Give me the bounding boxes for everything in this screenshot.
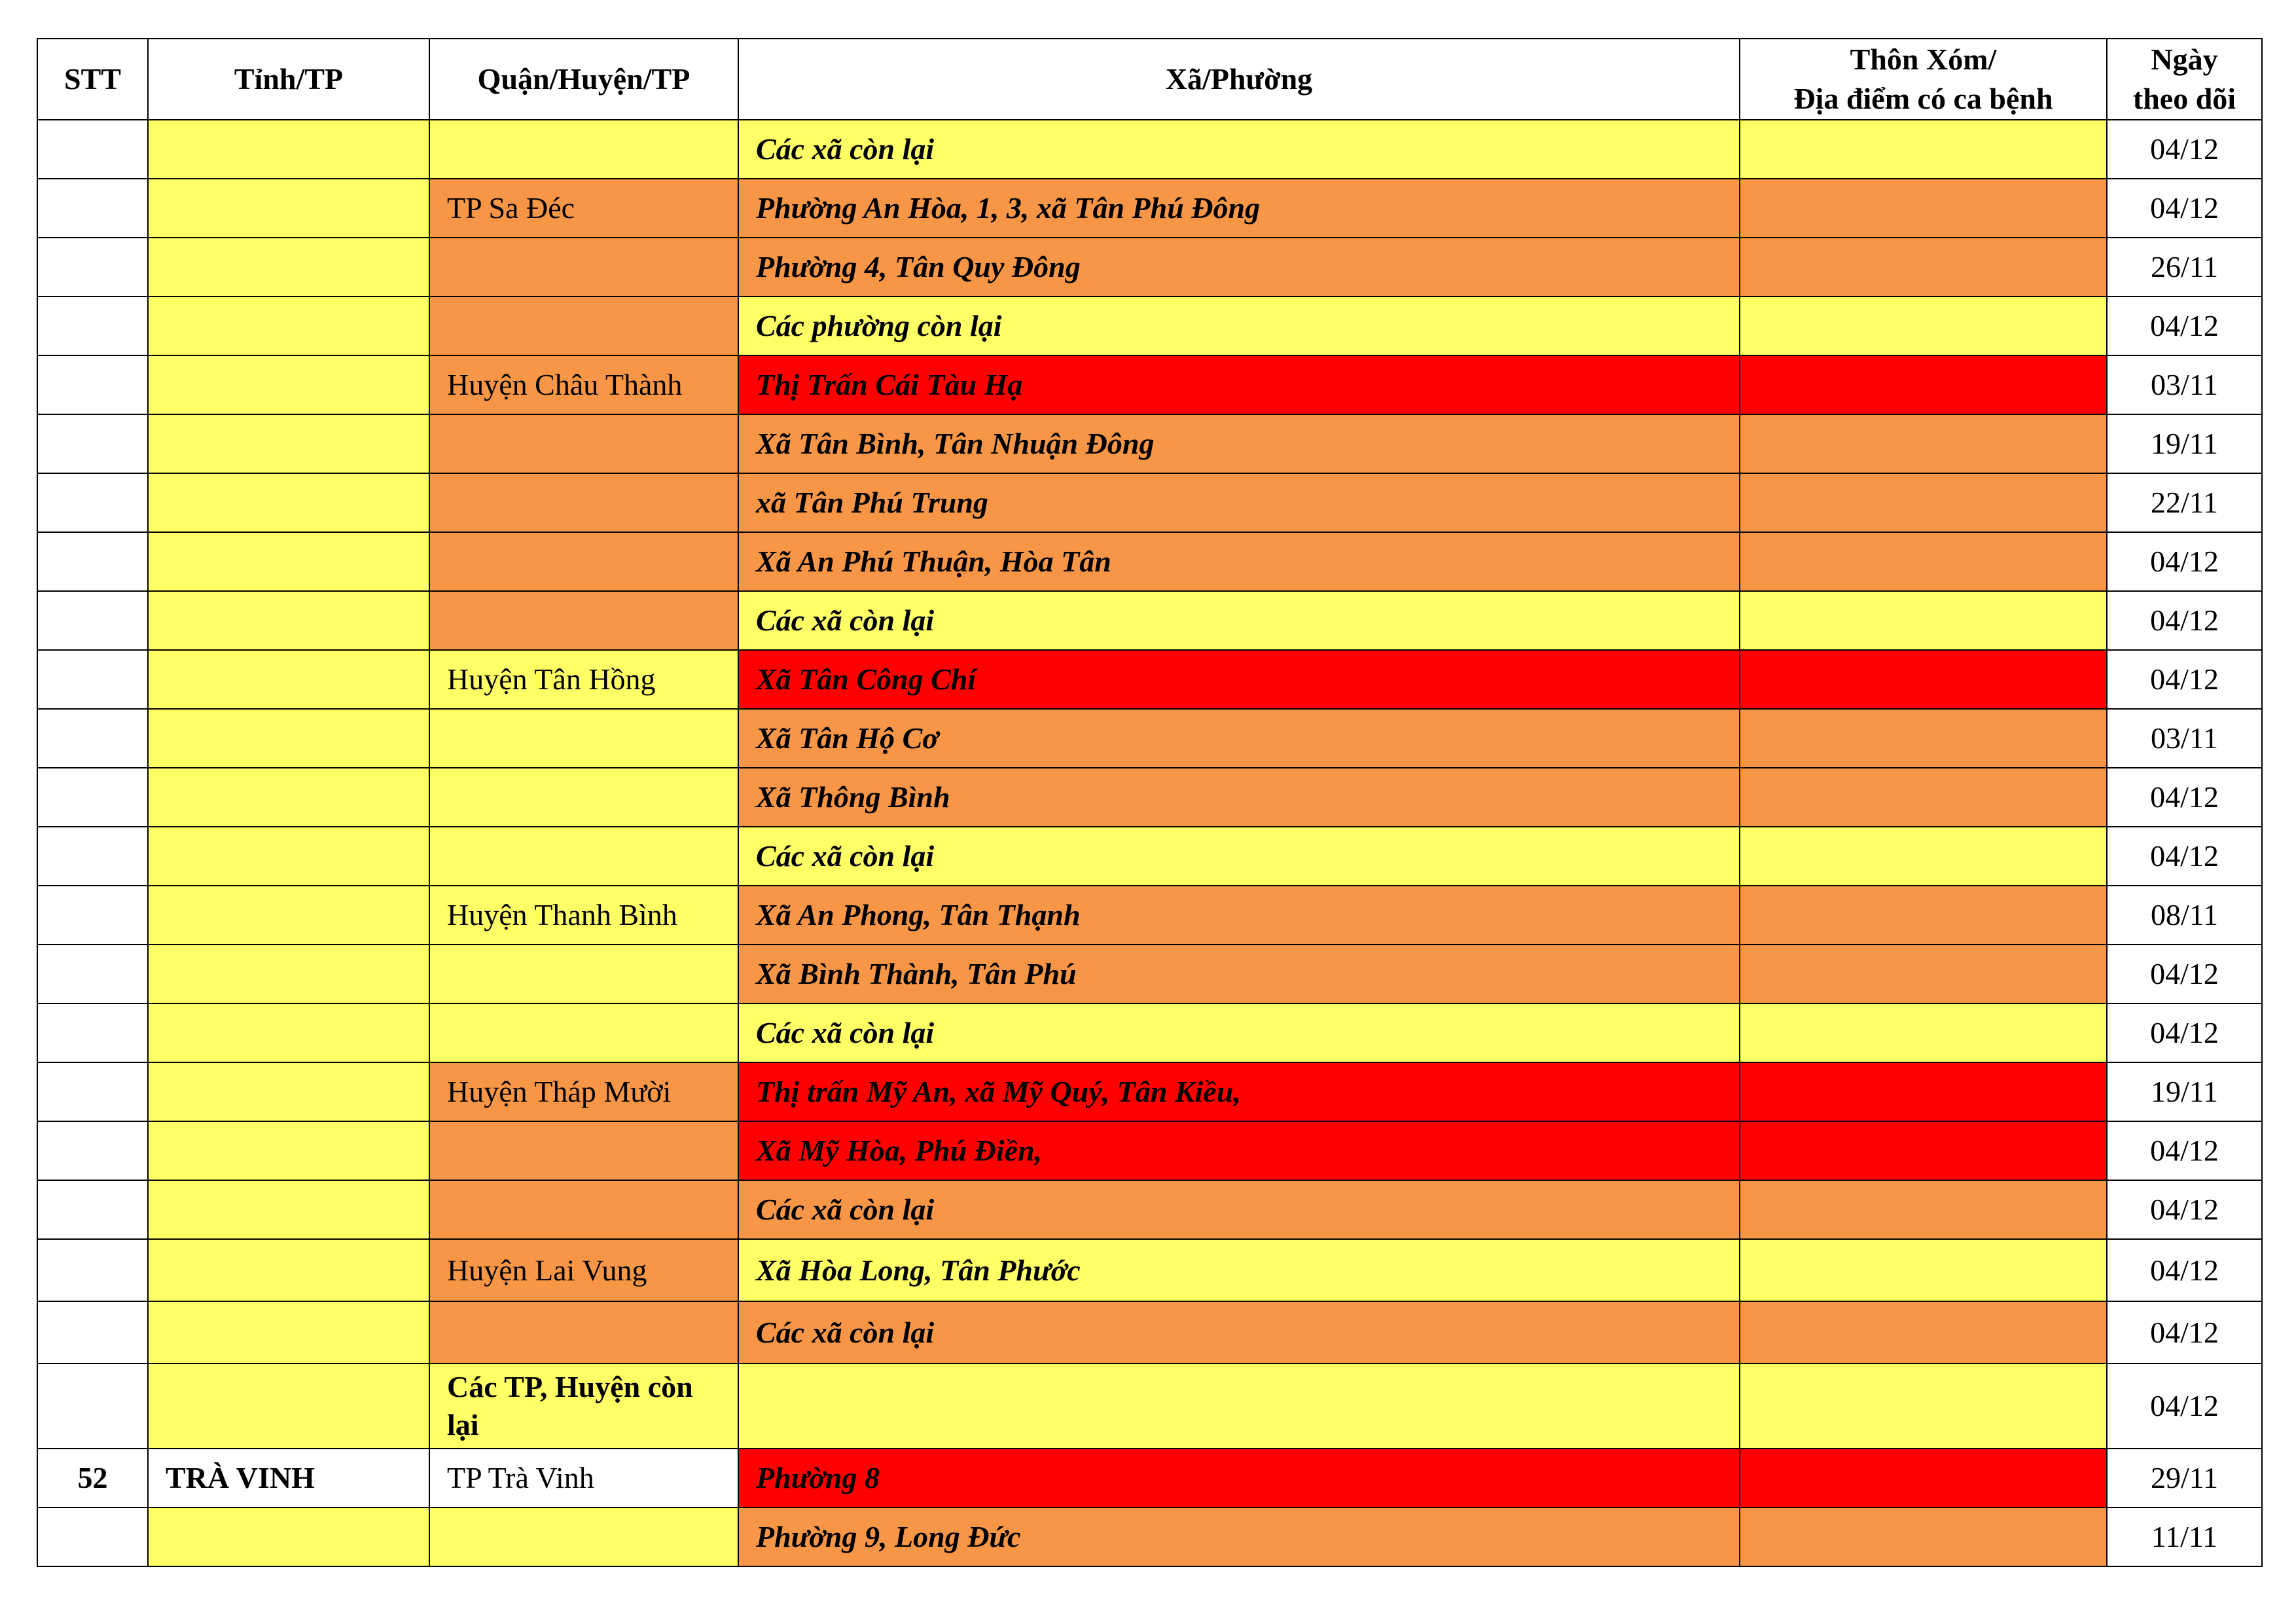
header-date xyxy=(2107,39,2262,120)
cell-hamlet xyxy=(1740,591,2107,650)
cell-date: 22/11 xyxy=(2107,473,2262,532)
cell-district xyxy=(429,1180,738,1239)
table-row xyxy=(37,414,2262,473)
cell-district xyxy=(429,1301,738,1363)
cell-district: Huyện Châu Thành xyxy=(429,355,738,414)
cell-province xyxy=(148,1507,429,1566)
cell-district: Huyện Lai Vung xyxy=(429,1239,738,1301)
cell-hamlet xyxy=(1740,297,2107,355)
header-date-line2: theo dõi xyxy=(2132,82,2236,115)
cell-hamlet xyxy=(1740,473,2107,532)
table-row xyxy=(37,297,2262,355)
cell-province xyxy=(148,1003,429,1062)
cell-date: 26/11 xyxy=(2107,238,2262,297)
table-row xyxy=(37,650,2262,709)
cell-stt xyxy=(37,650,148,709)
cell-stt xyxy=(37,238,148,297)
cell-date: 19/11 xyxy=(2107,1062,2262,1121)
cell-date: 04/12 xyxy=(2107,1121,2262,1180)
cell-province xyxy=(148,827,429,886)
cell-stt xyxy=(37,709,148,768)
cell-stt xyxy=(37,120,148,179)
cell-stt xyxy=(37,1180,148,1239)
cell-ward: Thị Trấn Cái Tàu Hạ xyxy=(738,355,1740,414)
cell-hamlet xyxy=(1740,709,2107,768)
cell-district: TP Sa Đéc xyxy=(429,179,738,238)
cell-hamlet xyxy=(1740,768,2107,827)
cell-date: 11/11 xyxy=(2107,1507,2262,1566)
cell-province xyxy=(148,1121,429,1180)
table-row xyxy=(37,1003,2262,1062)
cell-district xyxy=(429,297,738,355)
cell-province xyxy=(148,945,429,1003)
header-ward: Xã/Phường xyxy=(738,39,1740,120)
cell-district xyxy=(429,1507,738,1566)
cell-date: 29/11 xyxy=(2107,1449,2262,1507)
table-row xyxy=(37,827,2262,886)
cell-stt xyxy=(37,1062,148,1121)
cell-province xyxy=(148,179,429,238)
cell-hamlet xyxy=(1740,1363,2107,1449)
cell-stt xyxy=(37,473,148,532)
header-stt: STT xyxy=(37,39,148,120)
table-row xyxy=(37,591,2262,650)
cell-date: 04/12 xyxy=(2107,1301,2262,1363)
cell-date: 04/12 xyxy=(2107,1180,2262,1239)
cell-date: 04/12 xyxy=(2107,179,2262,238)
table-row xyxy=(37,886,2262,945)
cell-district xyxy=(429,768,738,827)
cell-province xyxy=(148,1301,429,1363)
header-date-line1: Ngày xyxy=(2151,43,2218,76)
cell-date: 03/11 xyxy=(2107,355,2262,414)
cell-ward: Phường 8 xyxy=(738,1449,1740,1507)
cell-hamlet xyxy=(1740,414,2107,473)
cell-stt xyxy=(37,414,148,473)
cell-district xyxy=(429,532,738,591)
cell-hamlet xyxy=(1740,1121,2107,1180)
header-hamlet xyxy=(1740,39,2107,120)
cell-province xyxy=(148,591,429,650)
cell-ward: Các xã còn lại xyxy=(738,120,1740,179)
cell-province xyxy=(148,120,429,179)
cell-province xyxy=(148,1062,429,1121)
cell-ward: Xã An Phong, Tân Thạnh xyxy=(738,886,1740,945)
cell-date: 04/12 xyxy=(2107,827,2262,886)
header-district: Quận/Huyện/TP xyxy=(429,39,738,120)
table-row xyxy=(37,238,2262,297)
cell-stt xyxy=(37,179,148,238)
table-row xyxy=(37,473,2262,532)
cell-ward: Các xã còn lại xyxy=(738,1301,1740,1363)
outbreak-table xyxy=(37,38,2263,1567)
table-row xyxy=(37,179,2262,238)
cell-ward: Xã Bình Thành, Tân Phú xyxy=(738,945,1740,1003)
cell-district xyxy=(429,945,738,1003)
cell-date: 04/12 xyxy=(2107,1239,2262,1301)
cell-stt xyxy=(37,297,148,355)
cell-date: 04/12 xyxy=(2107,1003,2262,1062)
cell-hamlet xyxy=(1740,1239,2107,1301)
header-row xyxy=(37,39,2262,120)
cell-hamlet xyxy=(1740,1180,2107,1239)
cell-province xyxy=(148,414,429,473)
cell-stt xyxy=(37,355,148,414)
cell-date: 08/11 xyxy=(2107,886,2262,945)
cell-district: TP Trà Vinh xyxy=(429,1449,738,1507)
cell-ward: xã Tân Phú Trung xyxy=(738,473,1740,532)
cell-hamlet xyxy=(1740,238,2107,297)
cell-stt xyxy=(37,768,148,827)
cell-date: 04/12 xyxy=(2107,120,2262,179)
cell-date: 04/12 xyxy=(2107,768,2262,827)
cell-hamlet xyxy=(1740,355,2107,414)
cell-province xyxy=(148,886,429,945)
cell-stt xyxy=(37,1507,148,1566)
cell-stt xyxy=(37,532,148,591)
table-row xyxy=(37,1180,2262,1239)
cell-district xyxy=(429,591,738,650)
cell-stt xyxy=(37,591,148,650)
cell-province xyxy=(148,532,429,591)
cell-ward: Các xã còn lại xyxy=(738,827,1740,886)
header-hamlet-line2: Địa điểm có ca bệnh xyxy=(1793,82,2053,115)
cell-district xyxy=(429,1121,738,1180)
cell-province xyxy=(148,650,429,709)
table-row xyxy=(37,532,2262,591)
cell-ward: Xã An Phú Thuận, Hòa Tân xyxy=(738,532,1740,591)
cell-ward: Phường An Hòa, 1, 3, xã Tân Phú Đông xyxy=(738,179,1740,238)
table-row xyxy=(37,768,2262,827)
cell-ward: Phường 9, Long Đức xyxy=(738,1507,1740,1566)
cell-province xyxy=(148,238,429,297)
cell-ward: Xã Tân Hộ Cơ xyxy=(738,709,1740,768)
cell-district xyxy=(429,1003,738,1062)
cell-district xyxy=(429,238,738,297)
cell-ward: Các phường còn lại xyxy=(738,297,1740,355)
cell-province xyxy=(148,473,429,532)
table-row xyxy=(37,709,2262,768)
cell-district: Huyện Tháp Mười xyxy=(429,1062,738,1121)
cell-hamlet xyxy=(1740,179,2107,238)
cell-ward xyxy=(738,1363,1740,1449)
cell-date: 04/12 xyxy=(2107,591,2262,650)
header-hamlet-line1: Thôn Xóm/ xyxy=(1850,43,1997,76)
table-row xyxy=(37,1239,2262,1301)
cell-stt xyxy=(37,827,148,886)
cell-province xyxy=(148,709,429,768)
cell-district: Huyện Thanh Bình xyxy=(429,886,738,945)
cell-stt xyxy=(37,886,148,945)
cell-hamlet xyxy=(1740,532,2107,591)
cell-hamlet xyxy=(1740,1449,2107,1507)
cell-date: 04/12 xyxy=(2107,297,2262,355)
cell-date: 19/11 xyxy=(2107,414,2262,473)
table-row xyxy=(37,355,2262,414)
cell-province xyxy=(148,355,429,414)
cell-ward: Thị trấn Mỹ An, xã Mỹ Quý, Tân Kiều, xyxy=(738,1062,1740,1121)
cell-ward: Xã Mỹ Hòa, Phú Điền, xyxy=(738,1121,1740,1180)
cell-hamlet xyxy=(1740,1003,2107,1062)
cell-stt xyxy=(37,945,148,1003)
cell-hamlet xyxy=(1740,827,2107,886)
cell-stt xyxy=(37,1239,148,1301)
table-row xyxy=(37,1363,2262,1449)
table-row xyxy=(37,1062,2262,1121)
cell-hamlet xyxy=(1740,886,2107,945)
cell-ward: Xã Tân Bình, Tân Nhuận Đông xyxy=(738,414,1740,473)
cell-district: Huyện Tân Hồng xyxy=(429,650,738,709)
cell-stt xyxy=(37,1121,148,1180)
cell-ward: Xã Thông Bình xyxy=(738,768,1740,827)
cell-province xyxy=(148,768,429,827)
cell-ward: Xã Tân Công Chí xyxy=(738,650,1740,709)
cell-date: 04/12 xyxy=(2107,532,2262,591)
cell-ward: Phường 4, Tân Quy Đông xyxy=(738,238,1740,297)
cell-date: 04/12 xyxy=(2107,650,2262,709)
cell-ward: Các xã còn lại xyxy=(738,1003,1740,1062)
cell-ward: Xã Hòa Long, Tân Phước xyxy=(738,1239,1740,1301)
cell-district xyxy=(429,414,738,473)
cell-stt xyxy=(37,1363,148,1449)
cell-stt xyxy=(37,1003,148,1062)
cell-district xyxy=(429,827,738,886)
table-body xyxy=(37,120,2262,1566)
table-row xyxy=(37,1449,2262,1507)
cell-ward: Các xã còn lại xyxy=(738,1180,1740,1239)
cell-hamlet xyxy=(1740,120,2107,179)
header-province: Tỉnh/TP xyxy=(148,39,429,120)
cell-district xyxy=(429,709,738,768)
cell-province: TRÀ VINH xyxy=(148,1449,429,1507)
cell-date: 04/12 xyxy=(2107,1363,2262,1449)
cell-hamlet xyxy=(1740,650,2107,709)
cell-district: Các TP, Huyện còn lại xyxy=(429,1363,738,1449)
cell-date: 03/11 xyxy=(2107,709,2262,768)
cell-ward: Các xã còn lại xyxy=(738,591,1740,650)
cell-district xyxy=(429,120,738,179)
cell-hamlet xyxy=(1740,1507,2107,1566)
table-row xyxy=(37,945,2262,1003)
cell-province xyxy=(148,1239,429,1301)
table-row xyxy=(37,1301,2262,1363)
cell-province xyxy=(148,1180,429,1239)
table-row xyxy=(37,1507,2262,1566)
cell-province xyxy=(148,297,429,355)
cell-hamlet xyxy=(1740,945,2107,1003)
cell-stt: 52 xyxy=(37,1449,148,1507)
cell-hamlet xyxy=(1740,1062,2107,1121)
cell-district xyxy=(429,473,738,532)
cell-date: 04/12 xyxy=(2107,945,2262,1003)
cell-hamlet xyxy=(1740,1301,2107,1363)
cell-stt xyxy=(37,1301,148,1363)
table-row xyxy=(37,120,2262,179)
table-row xyxy=(37,1121,2262,1180)
cell-province xyxy=(148,1363,429,1449)
